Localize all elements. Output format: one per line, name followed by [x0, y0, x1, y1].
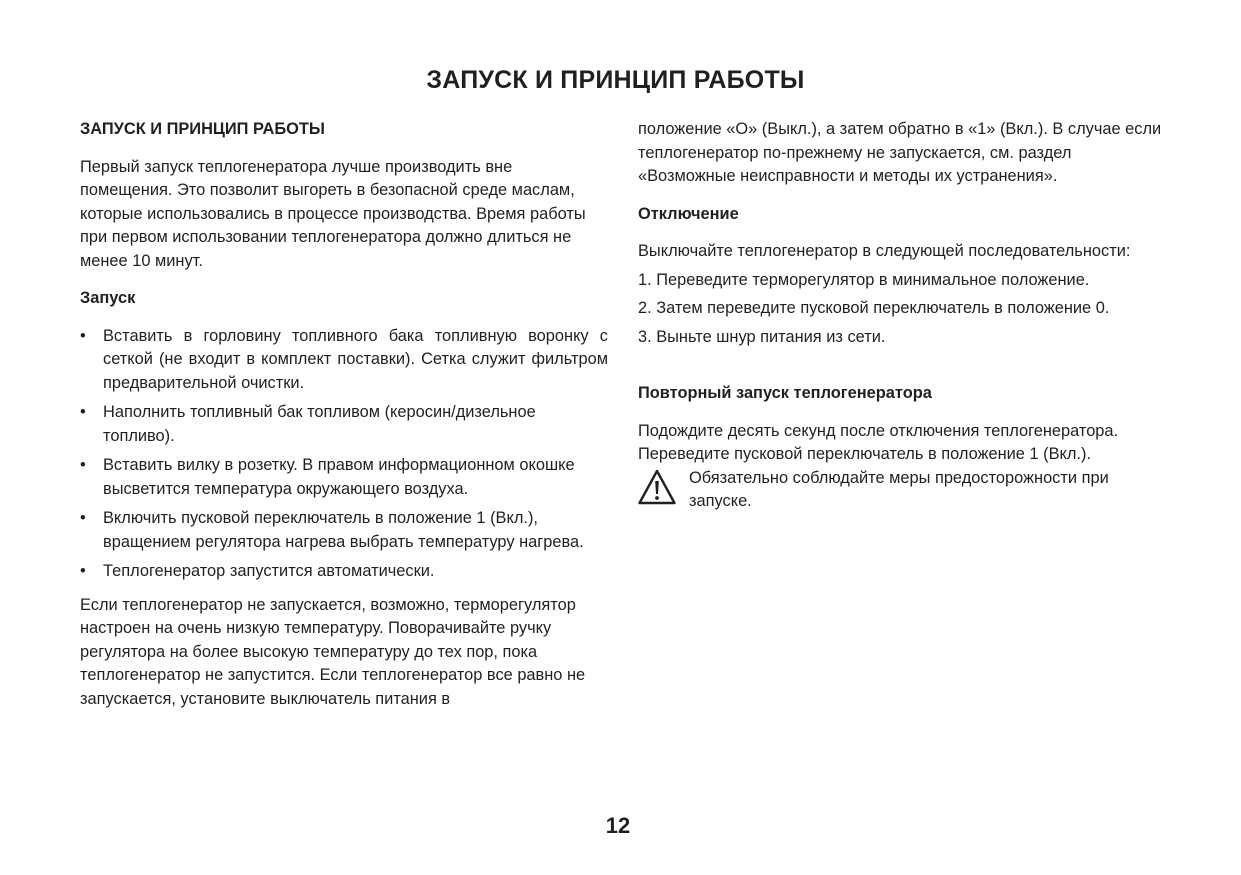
left-column [80, 118, 608, 711]
continuation-paragraph: положение «О» (Выкл.), а затем обратно в «1» (Вкл.). В случае если теплогенератор по-прежнему не запускается, см. раздел «Возможные неисправности и методы их устранения». [638, 120, 1162, 185]
right-column [638, 118, 1173, 514]
restart-heading: Повторный запуск теплогенератора [638, 384, 932, 402]
start-heading: Запуск [80, 289, 136, 307]
list-item [80, 454, 608, 501]
list-item: 3. Выньте шнур питания из сети. [638, 327, 886, 346]
list-item-text: Вставить вилку в розетку. В правом информационном окошке высветится температура окружающего воздуха. [103, 456, 575, 498]
list-item [80, 560, 608, 584]
list-item-text: Вставить в горловину топливного бака топливную воронку с сеткой (не входит в комплект поставки). Сетка служит фильтром предварительной очистки. [103, 326, 608, 392]
warning-note [638, 467, 1173, 514]
troubleshoot-paragraph: Если теплогенератор не запускается, возможно, терморегулятор настроен на очень низкую температуру. Поворачивайте ручку регулятора на более высокую температуру до тех пор, пока теплогенератор не запустится. Если теплогенератор все равно не запускается, установите выключатель питания в [80, 595, 586, 708]
list-item: 1. Переведите терморегулятор в минимальное положение. [638, 270, 1090, 289]
bullet-marker: • [80, 562, 86, 580]
list-item-text: Наполнить топливный бак топливом (керосин/дизельное топливо). [103, 403, 536, 445]
shutdown-steps-list [638, 269, 1173, 350]
page-title: ЗАПУСК И ПРИНЦИП РАБОТЫ [426, 66, 805, 94]
start-steps-list [80, 325, 608, 584]
restart-line-1: Подождите десять секунд после отключения теплогенератора. [638, 421, 1119, 440]
list-item: 2. Затем переведите пусковой переключатель в положение 0. [638, 299, 1110, 317]
warning-triangle-icon [638, 469, 676, 505]
list-item [80, 507, 608, 554]
shutdown-heading: Отключение [638, 204, 739, 223]
page-number: 12 [605, 813, 631, 838]
shutdown-intro: Выключайте теплогенератор в следующей последовательности: [638, 242, 1131, 260]
list-item [80, 401, 608, 448]
list-item-text: Включить пусковой переключатель в положение 1 (Вкл.), вращением регулятора нагрева выбрать температуру нагрева. [103, 509, 584, 551]
list-item [80, 325, 608, 396]
bullet-marker: • [80, 403, 86, 421]
bullet-marker: • [80, 326, 86, 345]
list-item-text: Теплогенератор запустится автоматически. [103, 562, 435, 580]
bullet-marker: • [80, 509, 86, 527]
bullet-marker: • [80, 456, 86, 474]
restart-line-2: Переведите пусковой переключатель в положение 1 (Вкл.). [638, 445, 1092, 463]
intro-paragraph: Первый запуск теплогенератора лучше производить вне помещения. Это позволит выгореть в безопасной среде маслам, которые использовались в процессе производства. Время работы при первом использовании теплогенератора должно длиться не менее 10 минут. [80, 157, 586, 270]
warning-text: Обязательно соблюдайте меры предосторожности при запуске. [689, 468, 1109, 510]
section-title: ЗАПУСК И ПРИНЦИП РАБОТЫ [80, 120, 325, 138]
